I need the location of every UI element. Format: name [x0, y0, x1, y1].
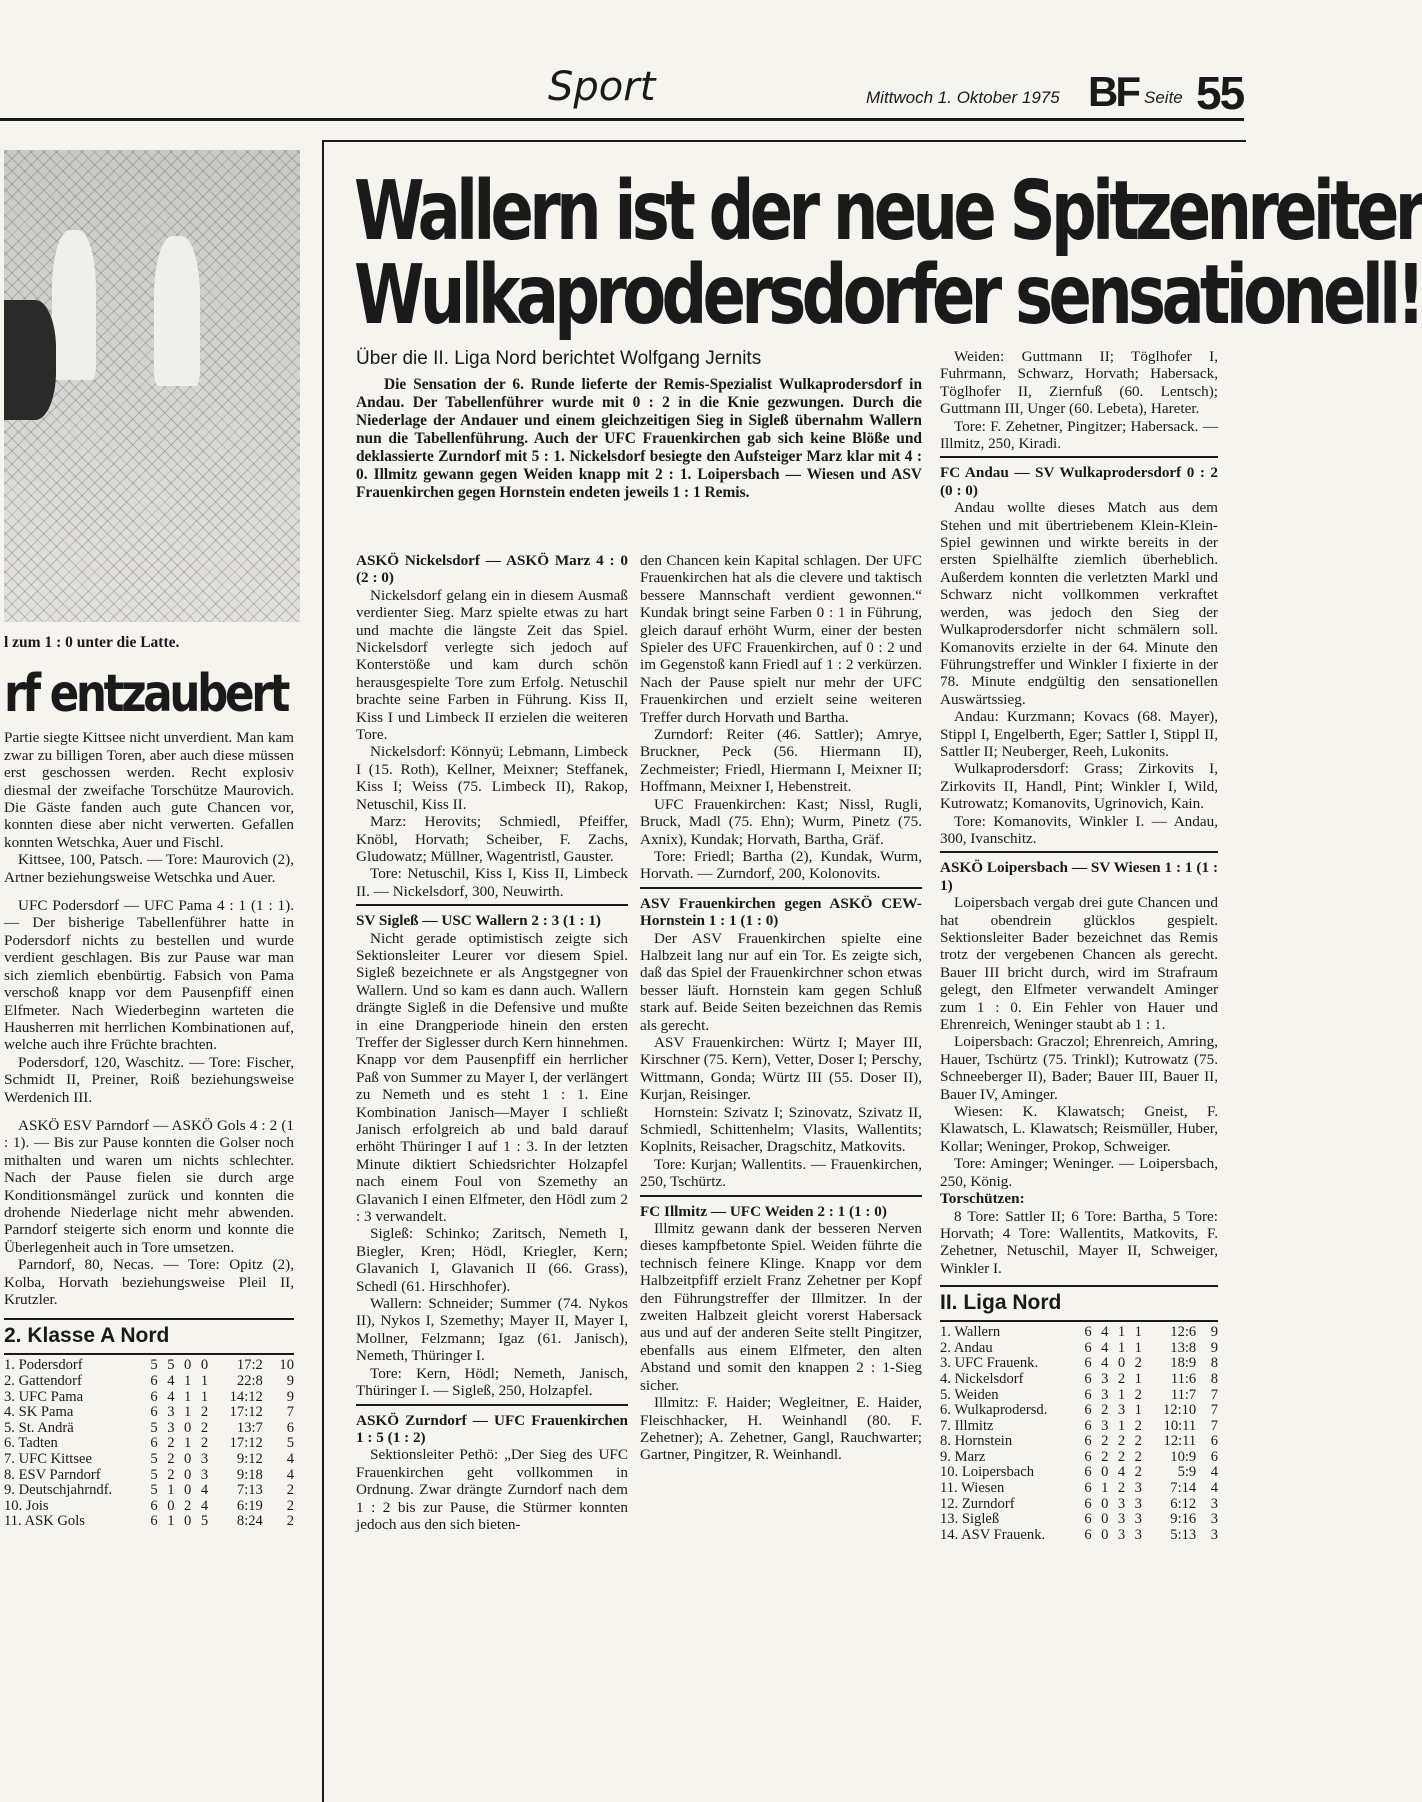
team-name: 8. ESV Parndorf — [4, 1466, 101, 1483]
issue-date: Mittwoch 1. Oktober 1975 — [866, 88, 1060, 107]
team-name: 7. UFC Kittsee — [4, 1450, 92, 1467]
goals: 10:9 — [1170, 1448, 1197, 1465]
table-row — [940, 1403, 1218, 1419]
goals: 11:7 — [1170, 1386, 1197, 1403]
article-paragraph: Wiesen: K. Klawatsch; Gneist, F. Klawatsch, L. Klawatsch; Reismüller, Huber, Kollar; Weninger, Prokop, Schweiger. — [940, 1103, 1218, 1155]
points: 8 — [1210, 1355, 1218, 1372]
section-rule — [940, 456, 1218, 458]
article-paragraph: Andau: Kurzmann; Kovacs (68. Mayer), Stippl I, Engelberth, Eger; Sattler I, Stippl II, Sattler II; Neuberger, Reeh, Lukonits. — [940, 708, 1218, 760]
newspaper-logo: BF — [1088, 68, 1138, 115]
table-row — [4, 1468, 294, 1484]
goals: 6:19 — [236, 1497, 263, 1514]
points: 2 — [286, 1482, 294, 1499]
table-b-title: II. Liga Nord — [940, 1291, 1062, 1315]
article-paragraph: Tore: Kern, Hödl; Nemeth, Janisch, Thüringer I. — Sigleß, 250, Holzapfel. — [356, 1364, 628, 1400]
team-name: 8. Hornstein — [940, 1433, 1013, 1450]
table-row — [940, 1434, 1218, 1450]
goals: 5:9 — [1177, 1464, 1197, 1481]
points: 3 — [1210, 1511, 1218, 1528]
stat: 0 — [184, 1513, 192, 1530]
match-heading: ASV Frauenkirchen gegen ASKÖ CEW-Hornstein 1 : 1 (1 : 0) — [640, 894, 922, 930]
article-paragraph: Hornstein: Szivatz I; Szinovatz, Szivatz II, Schmiedl, Schittenhelm; Vlasits, Wallentits; Koplnits, Reisacher, Dragschitz, Matkovits. — [640, 1103, 922, 1156]
goals: 13:8 — [1170, 1339, 1197, 1356]
stat: 1 — [1101, 1480, 1109, 1497]
goals: 17:2 — [236, 1357, 263, 1374]
goals: 9:16 — [1170, 1511, 1197, 1528]
match-heading: FC Andau — SV Wulkaprodersdorf 0 : 2 (0 : 0) — [940, 464, 1218, 499]
points: 4 — [286, 1450, 294, 1467]
goals: 22:8 — [236, 1373, 263, 1389]
table-row — [940, 1497, 1218, 1513]
table-row — [940, 1372, 1218, 1388]
stat: 1 — [200, 1388, 209, 1405]
stat: 1 — [200, 1373, 209, 1389]
goals: 5:13 — [1170, 1526, 1197, 1543]
goals: 12:11 — [1163, 1433, 1197, 1450]
stat: 3 — [1134, 1495, 1142, 1512]
article-paragraph: Parndorf, 80, Necas. — Tore: Opitz (2), Kolba, Horvath beziehungsweise Pleil II, Krutzler. — [4, 1256, 294, 1308]
stat: 1 — [1134, 1370, 1142, 1387]
points: 3 — [1210, 1526, 1218, 1543]
team-name: 11. ASK Gols — [4, 1513, 85, 1530]
goals: 17:12 — [229, 1435, 263, 1452]
points: 4 — [1210, 1464, 1218, 1481]
left-article-body — [4, 729, 294, 1308]
stat: 6 — [150, 1497, 158, 1514]
stat: 0 — [1101, 1526, 1109, 1543]
team-name: 11. Wiesen — [940, 1480, 1005, 1497]
stat: 1 — [184, 1435, 192, 1452]
stat: 1 — [1117, 1339, 1126, 1356]
stat: 1 — [1134, 1339, 1142, 1356]
stat: 4 — [1117, 1464, 1126, 1481]
stat: 1 — [184, 1373, 192, 1389]
points: 3 — [1210, 1495, 1218, 1512]
stat: 2 — [1134, 1448, 1142, 1465]
league-table-ii-liga-nord — [940, 1325, 1218, 1543]
table-rule — [940, 1285, 1218, 1287]
goals: 11:6 — [1170, 1370, 1197, 1387]
stat: 6 — [1084, 1448, 1092, 1465]
points: 7 — [1210, 1386, 1218, 1403]
stat: 5 — [150, 1482, 158, 1499]
table-row — [4, 1514, 294, 1530]
team-name: 12. Zurndorf — [940, 1495, 1015, 1512]
match-heading: Torschützen: — [940, 1190, 1025, 1208]
section-rule — [356, 1404, 628, 1406]
section-rule — [356, 904, 628, 906]
table-row — [940, 1388, 1218, 1404]
left-article — [4, 634, 294, 1530]
table-row — [940, 1341, 1218, 1357]
stat: 6 — [150, 1513, 158, 1530]
points: 5 — [286, 1435, 294, 1452]
team-name: 2. Andau — [940, 1339, 993, 1356]
article-paragraph: Nickelsdorf gelang ein in diesem Ausmaß verdienter Sieg. Marz spielte etwas zu hart und machte die längste Zeit das Spiel. Nickelsdorf verlegte sich jedoch auf Konterstöße und kam durch schön herausgespielte Tore zum Erfolg. Netuschil brachte seine Farben in Führung. Kiss II, Kiss I und Limbeck II erzielen die weiteren Tore. — [356, 586, 628, 744]
stat: 2 — [167, 1450, 175, 1467]
team-name: 5. St. Andrä — [4, 1419, 74, 1436]
article-paragraph: Zurndorf: Reiter (46. Sattler); Amrye, Bruckner, Peck (56. Hiermann II), Zechmeister; Friedl, Hiermann I, Meixner II; Hoffmann, Meixner I, Hebenstreit. — [640, 726, 922, 796]
stat: 6 — [1084, 1433, 1092, 1450]
stat: 5 — [167, 1357, 175, 1374]
article-paragraph: Illmitz gewann dank der besseren Nerven dieses kampfbetonte Spiel. Weiden führte die technisch feinere Klinge. Knapp vor dem Halbzeitpfiff erzielt Franz Zehetner per Kopf den Führungstreffer der Illmitzer. In der zweiten Halbzeit gleicht vorerst Habersack aus und auf der anderen Seite stellt Pingitzer, ebenfalls aus einem Elfmeter, den alten Abstand und somit den knappen 2 : 1-Sieg sicher. — [640, 1220, 922, 1394]
stat: 0 — [1101, 1495, 1109, 1512]
goals: 18:9 — [1170, 1355, 1197, 1372]
stat: 2 — [1117, 1480, 1126, 1497]
stat: 6 — [1084, 1402, 1092, 1419]
points: 4 — [286, 1466, 294, 1483]
stat: 2 — [200, 1419, 209, 1436]
stat: 4 — [1101, 1324, 1109, 1341]
article-paragraph: Illmitz: F. Haider; Wegleitner, E. Haider, Fleischhacker, H. Weinhandl (80. F. Zehetner); A. Zehetner, Gangl, Rauchwarter; Gartner, Pingitzer, R. Weinhandl. — [640, 1394, 922, 1464]
article-paragraph: Tore: Komanovits, Winkler I. — Andau, 300, Ivanschitz. — [940, 812, 1218, 847]
match-photo — [4, 150, 300, 622]
team-name: 5. Weiden — [940, 1386, 999, 1403]
stat: 6 — [1084, 1495, 1092, 1512]
match-heading: ASKÖ Zurndorf — UFC Frauenkirchen 1 : 5 (1 : 2) — [356, 1411, 628, 1446]
stat: 3 — [167, 1404, 175, 1421]
stat: 0 — [200, 1357, 209, 1374]
stat: 3 — [1134, 1526, 1142, 1543]
stat: 0 — [184, 1466, 192, 1483]
article-paragraph: Nicht gerade optimistisch zeigte sich Sektionsleiter Leurer vor diesem Spiel. Sigleß bezeichnete er als Angstgegner von Wallern. Und so kam es dann auch. Wallern drängte Sigleß in die Defensive und mußte in eine Drangperiode hinein den ersten Treffer der Siglesser durch Kern hinnehmen. Knapp vor dem Pausenpfiff ein herrlicher Paß von Summer zu Mayer I, der verlängert zu Nemeth und es steht 1 : 1. Eine Kombination Janisch—Mayer I schließt Janisch erfolgreich ab und bald darauf erhöht Thüringer I auf 1 : 3. In der letzten Minute diktiert Schiedsrichter Holzapfel nach einem Foul von Szemethy an Glavanich I einen Elfmeter, den Hödl zum 2 : 3 verwandelt. — [356, 929, 628, 1226]
goals: 12:10 — [1162, 1402, 1197, 1419]
stat: 2 — [184, 1497, 192, 1514]
stat: 2 — [1101, 1433, 1109, 1450]
article-paragraph: Partie siegte Kittsee nicht unverdient. Man kam zwar zu billigen Toren, aber auch diese müssen erst geschossen werden. Recht explosiv diesmal der zweifache Torschütze Maurovich. Die Gäste fanden auch gute Chancen vor, konnten diese aber nicht verwerten. Gefallen konnten Wetschka, Auer und Fischl. — [4, 729, 294, 851]
team-name: 13. Sigleß — [940, 1511, 1000, 1528]
goals: 7:13 — [236, 1482, 263, 1499]
table-row — [4, 1499, 294, 1515]
stat: 3 — [1134, 1480, 1142, 1497]
article-paragraph: Loipersbach vergab drei gute Chancen und hat obendrein glücklos gespielt. Sektionsleiter Bader bezeichnet das Remis trotz der vergebenen Chancen als gerecht. Bauer III bricht durch, wird im Strafraum gelegt, den Elfmeter verwandelt Aminger zum 1 : 0. Ein Fehler von Hauer und Ehrenreich, Weninger staubt ab 1 : 1. — [940, 894, 1218, 1034]
stat: 0 — [184, 1450, 192, 1467]
table-a-title: 2. Klasse A Nord — [4, 1324, 170, 1348]
stat: 3 — [1101, 1386, 1109, 1403]
stat: 3 — [1117, 1511, 1126, 1528]
stat: 6 — [150, 1388, 158, 1405]
goals: 9:18 — [236, 1466, 263, 1483]
article-paragraph: Tore: Friedl; Bartha (2), Kundak, Wurm, Horvath. — Zurndorf, 200, Kolonovits. — [640, 847, 922, 883]
article-paragraph: den Chancen kein Kapital schlagen. Der UFC Frauenkirchen hat als die clevere und taktisch bessere Mannschaft verdient gewonnen.“ Kundak bringt seine Farben 0 : 1 in Führung, gleich darauf erhöht Wurm, einer der besten Spieler des UFC Frauenkirchen, auf 0 : 2 und im Gegenstoß kann Friedl auf 1 : 2 verkürzen. Nach der Pause spielt nur mehr der UFC Frauenkirchen und erzielt seine weiteren Treffer durch Horvath und Bartha. — [640, 552, 922, 726]
article-paragraph: Wallern: Schneider; Summer (74. Nykos II), Nykos I, Szemethy; Mayer II, Mayer I, Mollner, Felzmann; Igaz (61. Janisch), Nemeth, Thüringer I. — [356, 1295, 628, 1365]
article-paragraph: Tore: F. Zehetner, Pingitzer; Habersack. — Illmitz, 250, Kiradi. — [940, 417, 1218, 453]
team-name: 6. Wulkaprodersd. — [940, 1402, 1048, 1419]
table-row — [940, 1528, 1218, 1544]
points: 9 — [286, 1373, 294, 1389]
table-row — [4, 1483, 294, 1499]
stat: 5 — [150, 1357, 158, 1374]
stat: 2 — [1134, 1433, 1142, 1450]
goals: 13:7 — [236, 1419, 263, 1436]
stat: 1 — [167, 1513, 175, 1530]
team-name: 1. Wallern — [940, 1324, 1001, 1341]
table-row — [940, 1465, 1218, 1481]
stat: 0 — [184, 1482, 192, 1499]
goals: 7:14 — [1170, 1480, 1197, 1497]
points: 6 — [1210, 1448, 1218, 1465]
table-row — [4, 1436, 294, 1452]
stat: 1 — [1117, 1417, 1126, 1434]
stat: 3 — [1134, 1511, 1142, 1528]
stat: 0 — [184, 1419, 192, 1436]
goals: 9:12 — [236, 1450, 263, 1467]
team-name: 9. Deutschjahrndf. — [4, 1482, 113, 1499]
article-paragraph: Weiden: Guttmann II; Töglhofer I, Fuhrmann, Schwarz, Horvath; Habersack, Töglhofer II, Ziernfuß (60. Lentsch); Guttmann III, Unger (60. Lebeta), Hareter. — [940, 348, 1218, 418]
article-paragraph: UFC Podersdorf — UFC Pama 4 : 1 (1 : 1). — Der bisherige Tabellenführer hatte in Podersdorf nichts zu bestellen und wurde verdient geschlagen. Bis zur Pause war man sich ziemlich ebenbürtig. Fabsich von Pama verschoß knapp vor dem Pausenpfiff einen Elfmeter. Nach Wiederbeginn warteten die Hausherren mit herrlichen Kombinationen auf, welche auch ihre Früchte brachten. — [4, 897, 294, 1054]
page-header — [0, 60, 1244, 121]
article-paragraph: ASV Frauenkirchen: Würtz I; Mayer III, Kirschner (75. Kern), Vetter, Doser I; Perschy, Wittmann, Gonda; Würtz III (55. Doser II), Kurjan, Reisinger. — [640, 1033, 922, 1104]
section-rule — [940, 851, 1218, 853]
table-row — [4, 1405, 294, 1421]
section-title: Sport — [548, 64, 656, 110]
stat: 2 — [1117, 1433, 1126, 1450]
stat: 1 — [167, 1482, 175, 1499]
stat: 6 — [150, 1435, 158, 1452]
lead-paragraph: Die Sensation der 6. Runde lieferte der Remis-Spezialist Wulkaprodersdorf in Andau. Der Tabellenführer wurde mit 0 : 2 in die Knie gezwungen. Durch die Niederlage der Andauer und einem gleichzeitigen Sieg in Sigleß übernahm Wallern nun die Tabellenführung. Auch der UFC Frauenkirchen gab sich keine Blöße und deklassierte Zurndorf mit 5 : 1. Nickelsdorf besiegte den Aufsteiger Marz klar mit 4 : 0. Illmitz gewann gegen Weiden knapp mit 2 : 1. Loipersbach — Wiesen und ASV Frauenkirchen gegen Hornstein endeten jeweils 1 : 1 Remis. — [356, 376, 922, 501]
article-paragraph: ASKÖ ESV Parndorf — ASKÖ Gols 4 : 2 (1 : 1). — Bis zur Pause konnten die Golser noch mithalten und waren um nichts schlechter. Nach der Pause fielen sie durch arge Konditionsmängel zurück und konnten die drohende Niederlage nicht mehr abwenden. Parndorf steigerte sich enorm und konnte die Überlegenheit auch in Tore umsetzen. — [4, 1116, 294, 1256]
team-name: 1. Podersdorf — [4, 1357, 83, 1374]
stat: 2 — [167, 1435, 175, 1452]
stat: 6 — [1084, 1386, 1092, 1403]
section-rule — [640, 1195, 922, 1197]
article-paragraph: Tore: Aminger; Weninger. — Loipersbach, 250, König. — [940, 1155, 1218, 1190]
stat: 6 — [1084, 1370, 1092, 1387]
stat: 6 — [1084, 1355, 1092, 1372]
article-column-1 — [356, 552, 628, 1533]
goals: 6:12 — [1170, 1495, 1197, 1512]
stat: 0 — [167, 1497, 175, 1514]
points: 7 — [286, 1404, 294, 1421]
stat: 4 — [167, 1388, 175, 1405]
stat: 2 — [200, 1404, 209, 1421]
team-name: 3. UFC Pama — [4, 1388, 84, 1405]
table-row — [4, 1390, 294, 1406]
points: 6 — [286, 1419, 294, 1436]
table-row — [940, 1419, 1218, 1435]
stat: 6 — [1084, 1526, 1092, 1543]
stat: 4 — [1101, 1355, 1109, 1372]
goals: 10:11 — [1163, 1417, 1197, 1434]
points: 9 — [286, 1388, 294, 1405]
stat: 6 — [1084, 1339, 1092, 1356]
stat: 5 — [150, 1466, 158, 1483]
left-headline: rf entzaubert — [4, 664, 287, 725]
goals: 14:12 — [229, 1388, 263, 1405]
stat: 0 — [1117, 1355, 1126, 1372]
table-row — [940, 1512, 1218, 1528]
goals: 17:12 — [229, 1404, 263, 1421]
stat: 2 — [1101, 1448, 1109, 1465]
article-column-3-body — [940, 348, 1218, 1277]
stat: 2 — [1134, 1464, 1142, 1481]
stat: 6 — [1084, 1464, 1092, 1481]
table-rule — [4, 1353, 294, 1355]
points: 4 — [1210, 1480, 1218, 1497]
stat: 6 — [1084, 1324, 1092, 1341]
points: 8 — [1210, 1370, 1218, 1387]
points: 7 — [1210, 1402, 1218, 1419]
stat: 3 — [1101, 1417, 1109, 1434]
table-rule — [4, 1318, 294, 1320]
match-heading: ASKÖ Loipersbach — SV Wiesen 1 : 1 (1 : 1) — [940, 859, 1218, 894]
stat: 0 — [1101, 1511, 1109, 1528]
stat: 3 — [1117, 1526, 1126, 1543]
goals: 12:6 — [1170, 1324, 1197, 1341]
stat: 2 — [1134, 1417, 1142, 1434]
stat: 5 — [200, 1513, 209, 1530]
stat: 1 — [184, 1404, 192, 1421]
stat: 6 — [150, 1404, 158, 1421]
table-row — [940, 1481, 1218, 1497]
stat: 2 — [1101, 1402, 1109, 1419]
table-row — [4, 1358, 294, 1374]
stat: 3 — [1117, 1495, 1126, 1512]
article-paragraph: Der ASV Frauenkirchen spielte eine Halbzeit lang nur auf ein Tor. Es zeigte sich, daß das Spiel der Frauenkirchner schon etwas besser läuft. Hornstein kam gegen Schluß stark auf. Beide Seiten bezeichnen das Remis als gerecht. — [640, 929, 922, 1034]
stat: 2 — [1117, 1370, 1126, 1387]
match-heading: SV Sigleß — USC Wallern 2 : 3 (1 : 1) — [356, 912, 601, 930]
stat: 1 — [1134, 1324, 1142, 1341]
points: 7 — [1210, 1417, 1218, 1434]
stat: 0 — [1101, 1464, 1109, 1481]
stat: 2 — [1134, 1355, 1142, 1372]
article-paragraph: Tore: Kurjan; Wallentits. — Frauenkirchen, 250, Tschürtz. — [640, 1155, 922, 1191]
stat: 1 — [184, 1388, 192, 1405]
stat: 6 — [1084, 1480, 1092, 1497]
stat: 6 — [150, 1373, 158, 1389]
league-table-2-klasse-a-nord — [4, 1358, 294, 1530]
stat: 2 — [1134, 1386, 1142, 1403]
points: 2 — [286, 1497, 294, 1514]
byline: Über die II. Liga Nord berichtet Wolfgang Jernits — [356, 348, 762, 369]
section-rule — [640, 887, 922, 889]
points: 10 — [279, 1357, 294, 1374]
page-label: Seite — [1144, 88, 1183, 107]
table-rule — [940, 1320, 1218, 1322]
team-name: 3. UFC Frauenk. — [940, 1355, 1039, 1372]
article-paragraph: Marz: Herovits; Schmiedl, Pfeiffer, Knöbl, Horvath; Scheiber, F. Zachs, Gludowatz; Müllner, Wagentristl, Gauster. — [356, 813, 628, 865]
stat: 6 — [1084, 1511, 1092, 1528]
team-name: 14. ASV Frauenk. — [940, 1526, 1046, 1543]
team-name: 9. Marz — [940, 1448, 986, 1465]
stat: 1 — [1117, 1324, 1126, 1341]
stat: 3 — [200, 1450, 209, 1467]
stat: 4 — [200, 1497, 209, 1514]
article-paragraph: Nickelsdorf: Könnyü; Lebmann, Limbeck I (15. Roth), Kellner, Meixner; Steffanek, Kiss I; Weiss (75. Limbeck II), Rakop, Netuschil, Kiss II. — [356, 743, 628, 813]
stat: 3 — [1117, 1402, 1126, 1419]
photo-caption: l zum 1 : 0 unter die Latte. — [4, 634, 180, 651]
table-row — [4, 1421, 294, 1437]
article-paragraph: Tore: Netuschil, Kiss I, Kiss II, Limbeck II. — Nickelsdorf, 300, Neuwirth. — [356, 865, 628, 900]
points: 9 — [1210, 1339, 1218, 1356]
team-name: 7. Illmitz — [940, 1417, 994, 1434]
team-name: 4. SK Pama — [4, 1404, 74, 1421]
team-name: 2. Gattendorf — [4, 1373, 82, 1389]
stat: 3 — [200, 1466, 209, 1483]
article-column-2 — [640, 552, 922, 1464]
article-paragraph: Wulkaprodersdorf: Grass; Zirkovits I, Zirkovits II, Handl, Pint; Winkler I, Wild, Kutrowatz; Komanovits, Ugrinovich, Kain. — [940, 760, 1218, 813]
match-heading: ASKÖ Nickelsdorf — ASKÖ Marz 4 : 0 (2 : 0) — [356, 552, 628, 587]
match-heading: FC Illmitz — UFC Weiden 2 : 1 (1 : 0) — [640, 1202, 887, 1220]
table-row — [940, 1325, 1218, 1341]
article-paragraph: Loipersbach: Graczol; Ehrenreich, Amring, Hauer, Tschürtz (75. Trinkl); Kutrowatz (75. Schneeberger II), Bader; Bauer III, Bauer II, Bauer IV, Aminger. — [940, 1033, 1218, 1103]
article-paragraph: UFC Frauenkirchen: Kast; Nissl, Rugli, Bruck, Madl (75. Ehn); Wurm, Pinetz (75. Axnix), Kundak; Horvath, Bartha, Gräf. — [640, 795, 922, 848]
stat: 2 — [200, 1435, 209, 1452]
headline-line: Wallern ist der neue Spitzenreiter — [354, 164, 1422, 259]
main-headline — [354, 164, 1422, 343]
article-paragraph: Kittsee, 100, Patsch. — Tore: Maurovich (2), Artner beziehungsweise Wetschka und Auer. — [4, 851, 294, 886]
stat: 0 — [184, 1357, 192, 1374]
points: 6 — [1210, 1433, 1218, 1450]
stat: 4 — [1101, 1339, 1109, 1356]
team-name: 10. Loipersbach — [940, 1464, 1035, 1481]
points: 2 — [286, 1513, 294, 1530]
article-column-3 — [940, 348, 1218, 1543]
stat: 4 — [200, 1482, 209, 1499]
stat: 6 — [1084, 1417, 1092, 1434]
stat: 3 — [1101, 1370, 1109, 1387]
team-name: 6. Tadten — [4, 1435, 58, 1452]
article-paragraph: Sigleß: Schinko; Zaritsch, Nemeth I, Biegler, Kren; Hödl, Kriegler, Kern; Glavanich I, Glavanich II (66. Grass), Schedl (61. Hirschhofer). — [356, 1225, 628, 1295]
stat: 2 — [1117, 1448, 1126, 1465]
stat: 5 — [150, 1419, 158, 1436]
team-name: 4. Nickelsdorf — [940, 1370, 1024, 1387]
stat: 5 — [150, 1450, 158, 1467]
stat: 1 — [1134, 1402, 1142, 1419]
stat: 3 — [167, 1419, 175, 1436]
table-row — [4, 1374, 294, 1390]
article-paragraph: Podersdorf, 120, Waschitz. — Tore: Fischer, Schmidt II, Preiner, Roiß beziehungsweise Werdenich III. — [4, 1053, 294, 1106]
article-paragraph: Sektionsleiter Pethö: „Der Sieg des UFC Frauenkirchen geht vollkommen in Ordnung. Zwar drängte Zurndorf nach dem 1 : 2 bis zur Pause, die Stürmer konnten jedoch aus den sich bieten- — [356, 1446, 628, 1533]
page-number: 55 — [1196, 67, 1244, 119]
table-row — [940, 1450, 1218, 1466]
points: 9 — [1210, 1324, 1218, 1341]
table-row — [940, 1356, 1218, 1372]
table-row — [4, 1452, 294, 1468]
goals: 8:24 — [236, 1513, 263, 1530]
article-paragraph: 8 Tore: Sattler II; 6 Tore: Bartha, 5 Tore: Horvath; 4 Tore: Wallentits, Matkovits, F. Zehetner, Netuschil, Mayer II, Schweiger, Winkler I. — [940, 1207, 1218, 1277]
headline-line: Wulkaprodersdorfer sensationell! — [354, 248, 1421, 343]
stat: 4 — [167, 1373, 175, 1389]
team-name: 10. Jois — [4, 1497, 49, 1514]
article-paragraph: Andau wollte dieses Match aus dem Stehen und mit übertriebenem Klein-Klein-Spiel gewinnen und wirkte bereits in der ersten Spielhälfte ziemlich überheblich. Außerdem konnten die verletzten Markl und Schwarz nicht vollkommen verkraftet werden, was jedoch den Sieg der Wulkaprodersdorfer nicht schmälern soll. Komanovits erzielte in der 64. Minute den Führungstreffer und Winkler I fixierte in der 78. Minute endgültig den sensationellen Auswärtssieg. — [940, 499, 1218, 708]
stat: 1 — [1117, 1386, 1126, 1403]
stat: 2 — [167, 1466, 175, 1483]
